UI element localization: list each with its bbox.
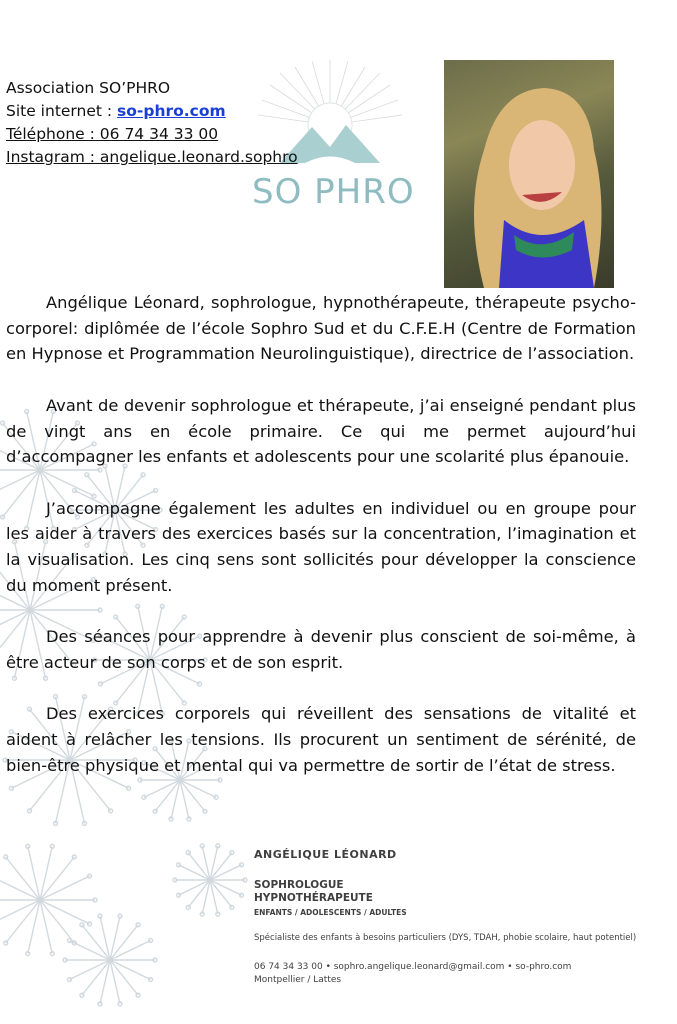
paragraph: Avant de devenir sophrologue et thérapeute, j’ai enseigné pendant plus de vingt ans en école primaire. Ce qui me permet aujourd’hui d’accompagner les enfants et adolescents pour une scolarité plus épanouie. bbox=[6, 395, 636, 467]
site-label: Site internet : bbox=[6, 102, 118, 120]
paragraph: Des exercices corporels qui réveillent des sensations de vitalité et aident à relâcher les tensions. Ils procurent un sentiment de sérénité, de bien-être physique et mental qui va permettre de sortir de l’état de stress. bbox=[6, 704, 636, 775]
card-title-2: HYPNOTHÉRAPEUTE bbox=[254, 892, 373, 904]
site-line bbox=[6, 100, 298, 123]
card-title-1: SOPHROLOGUE bbox=[254, 879, 344, 891]
biography bbox=[6, 290, 636, 804]
paragraph: J’accompagne également les adultes en individuel ou en groupe pour les aider à travers des exercices basés sur la concentration, l’imagination et la visualisation. Les cinq sens sont sollicités pour développer la conscience du moment présent. bbox=[6, 498, 636, 595]
phone-line: Téléphone : 06 74 34 33 00 bbox=[6, 125, 219, 143]
logo-text: SO PHRO bbox=[252, 172, 415, 212]
contact-block bbox=[6, 77, 298, 169]
paragraph: Des séances pour apprendre à devenir plus conscient de soi-même, à être acteur de son corps et de son esprit. bbox=[6, 627, 636, 672]
instagram-line: Instagram : angelique.leonard.sophro bbox=[6, 148, 298, 166]
card-audience: ENFANTS / ADOLESCENTS / ADULTES bbox=[254, 908, 407, 917]
card-location: Montpellier / Lattes bbox=[254, 975, 342, 985]
site-link[interactable]: so-phro.com bbox=[117, 102, 226, 120]
association-name: Association SO’PHRO bbox=[6, 79, 171, 97]
card-specialty: Spécialiste des enfants à besoins particuliers (DYS, TDAH, phobie scolaire, haut potentiel) bbox=[254, 933, 637, 943]
card-contact: 06 74 34 33 00 • sophro.angelique.leonard@gmail.com • so-phro.com bbox=[254, 962, 572, 972]
card-name: ANGÉLIQUE LÉONARD bbox=[254, 848, 397, 861]
profile-photo bbox=[444, 60, 614, 288]
paragraph: Angélique Léonard, sophrologue, hypnothérapeute, thérapeute psycho-corporel: diplômée de l’école Sophro Sud et du C.F.E.H (Centre de Formation en Hypnose et Programmation Neurolinguistique), directrice de l’association. bbox=[6, 293, 636, 364]
business-card bbox=[254, 848, 636, 987]
